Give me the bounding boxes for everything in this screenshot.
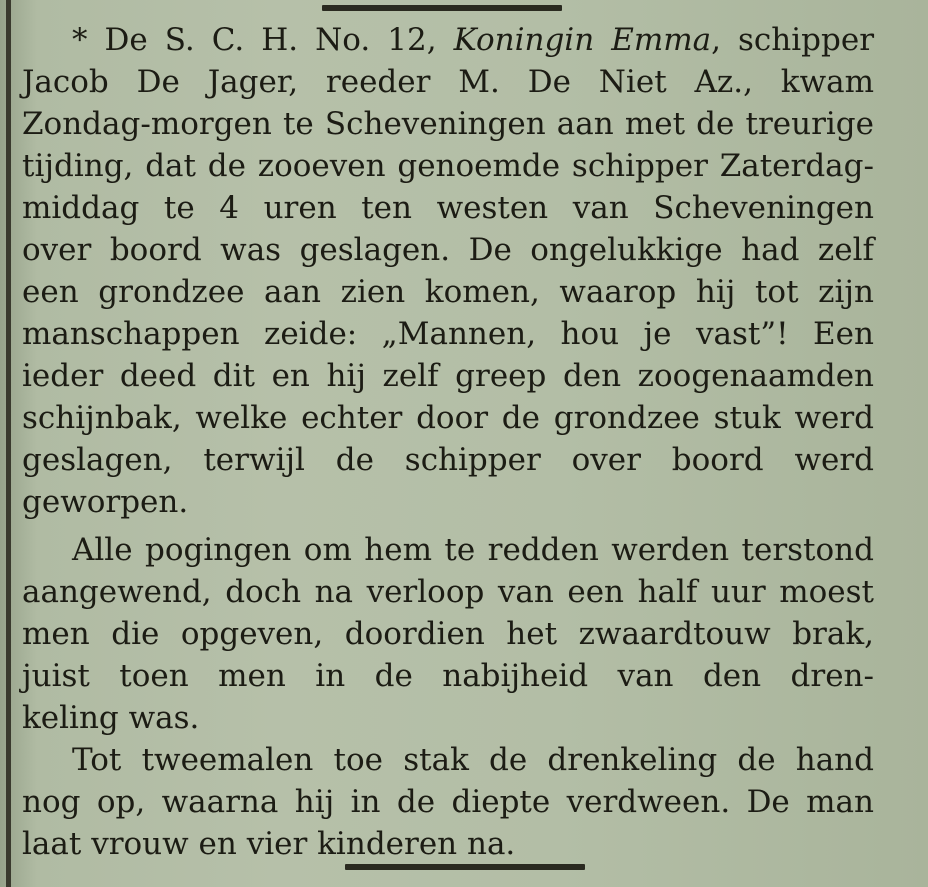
article-line: laat vrouw en vier kinderen na. (22, 826, 516, 862)
column-border (6, 0, 11, 887)
article-line: ieder deed dit en hij zelf greep den zoogenaamden (22, 358, 874, 394)
article-line: keling was. (22, 700, 200, 736)
article-line: Tot tweemalen toe stak de drenkeling de hand (72, 742, 874, 778)
article-line: Zondag-morgen te Scheveningen aan met de treurige (22, 106, 874, 142)
article-line: juist toen men in de nabijheid van den dren- (22, 658, 874, 694)
article-line: nog op, waarna hij in de diepte verdween. De man (22, 784, 874, 820)
article-line: manschappen zeide: „Mannen, hou je vast”! Een (22, 316, 874, 352)
article-line: tijding, dat de zooeven genoemde schipper Zaterdag- (22, 148, 874, 184)
bottom-separator-rule (345, 864, 585, 870)
article-line: middag te 4 uren ten westen van Scheveningen (22, 190, 874, 226)
article-line: over boord was geslagen. De ongelukkige had zelf (22, 232, 874, 268)
article-line: schijnbak, welke echter door de grondzee stuk werd (22, 400, 874, 436)
article-line: een grondzee aan zien komen, waarop hij tot zijn (22, 274, 874, 310)
article-line: Alle pogingen om hem te redden werden terstond (72, 532, 874, 568)
article-line: Jacob De Jager, reeder M. De Niet Az., kwam (22, 64, 874, 100)
article-line: * De S. C. H. No. 12, Koningin Emma, schipper (72, 22, 875, 58)
article-line: geworpen. (22, 484, 189, 520)
top-separator-rule (322, 5, 562, 11)
article-line: men die opgeven, doordien het zwaardtouw brak, (22, 616, 874, 652)
ship-name: Koningin Emma (453, 22, 712, 58)
article-line: aangewend, doch na verloop van een half uur moest (22, 574, 874, 610)
article-line: geslagen, terwijl de schipper over boord werd (22, 442, 874, 478)
